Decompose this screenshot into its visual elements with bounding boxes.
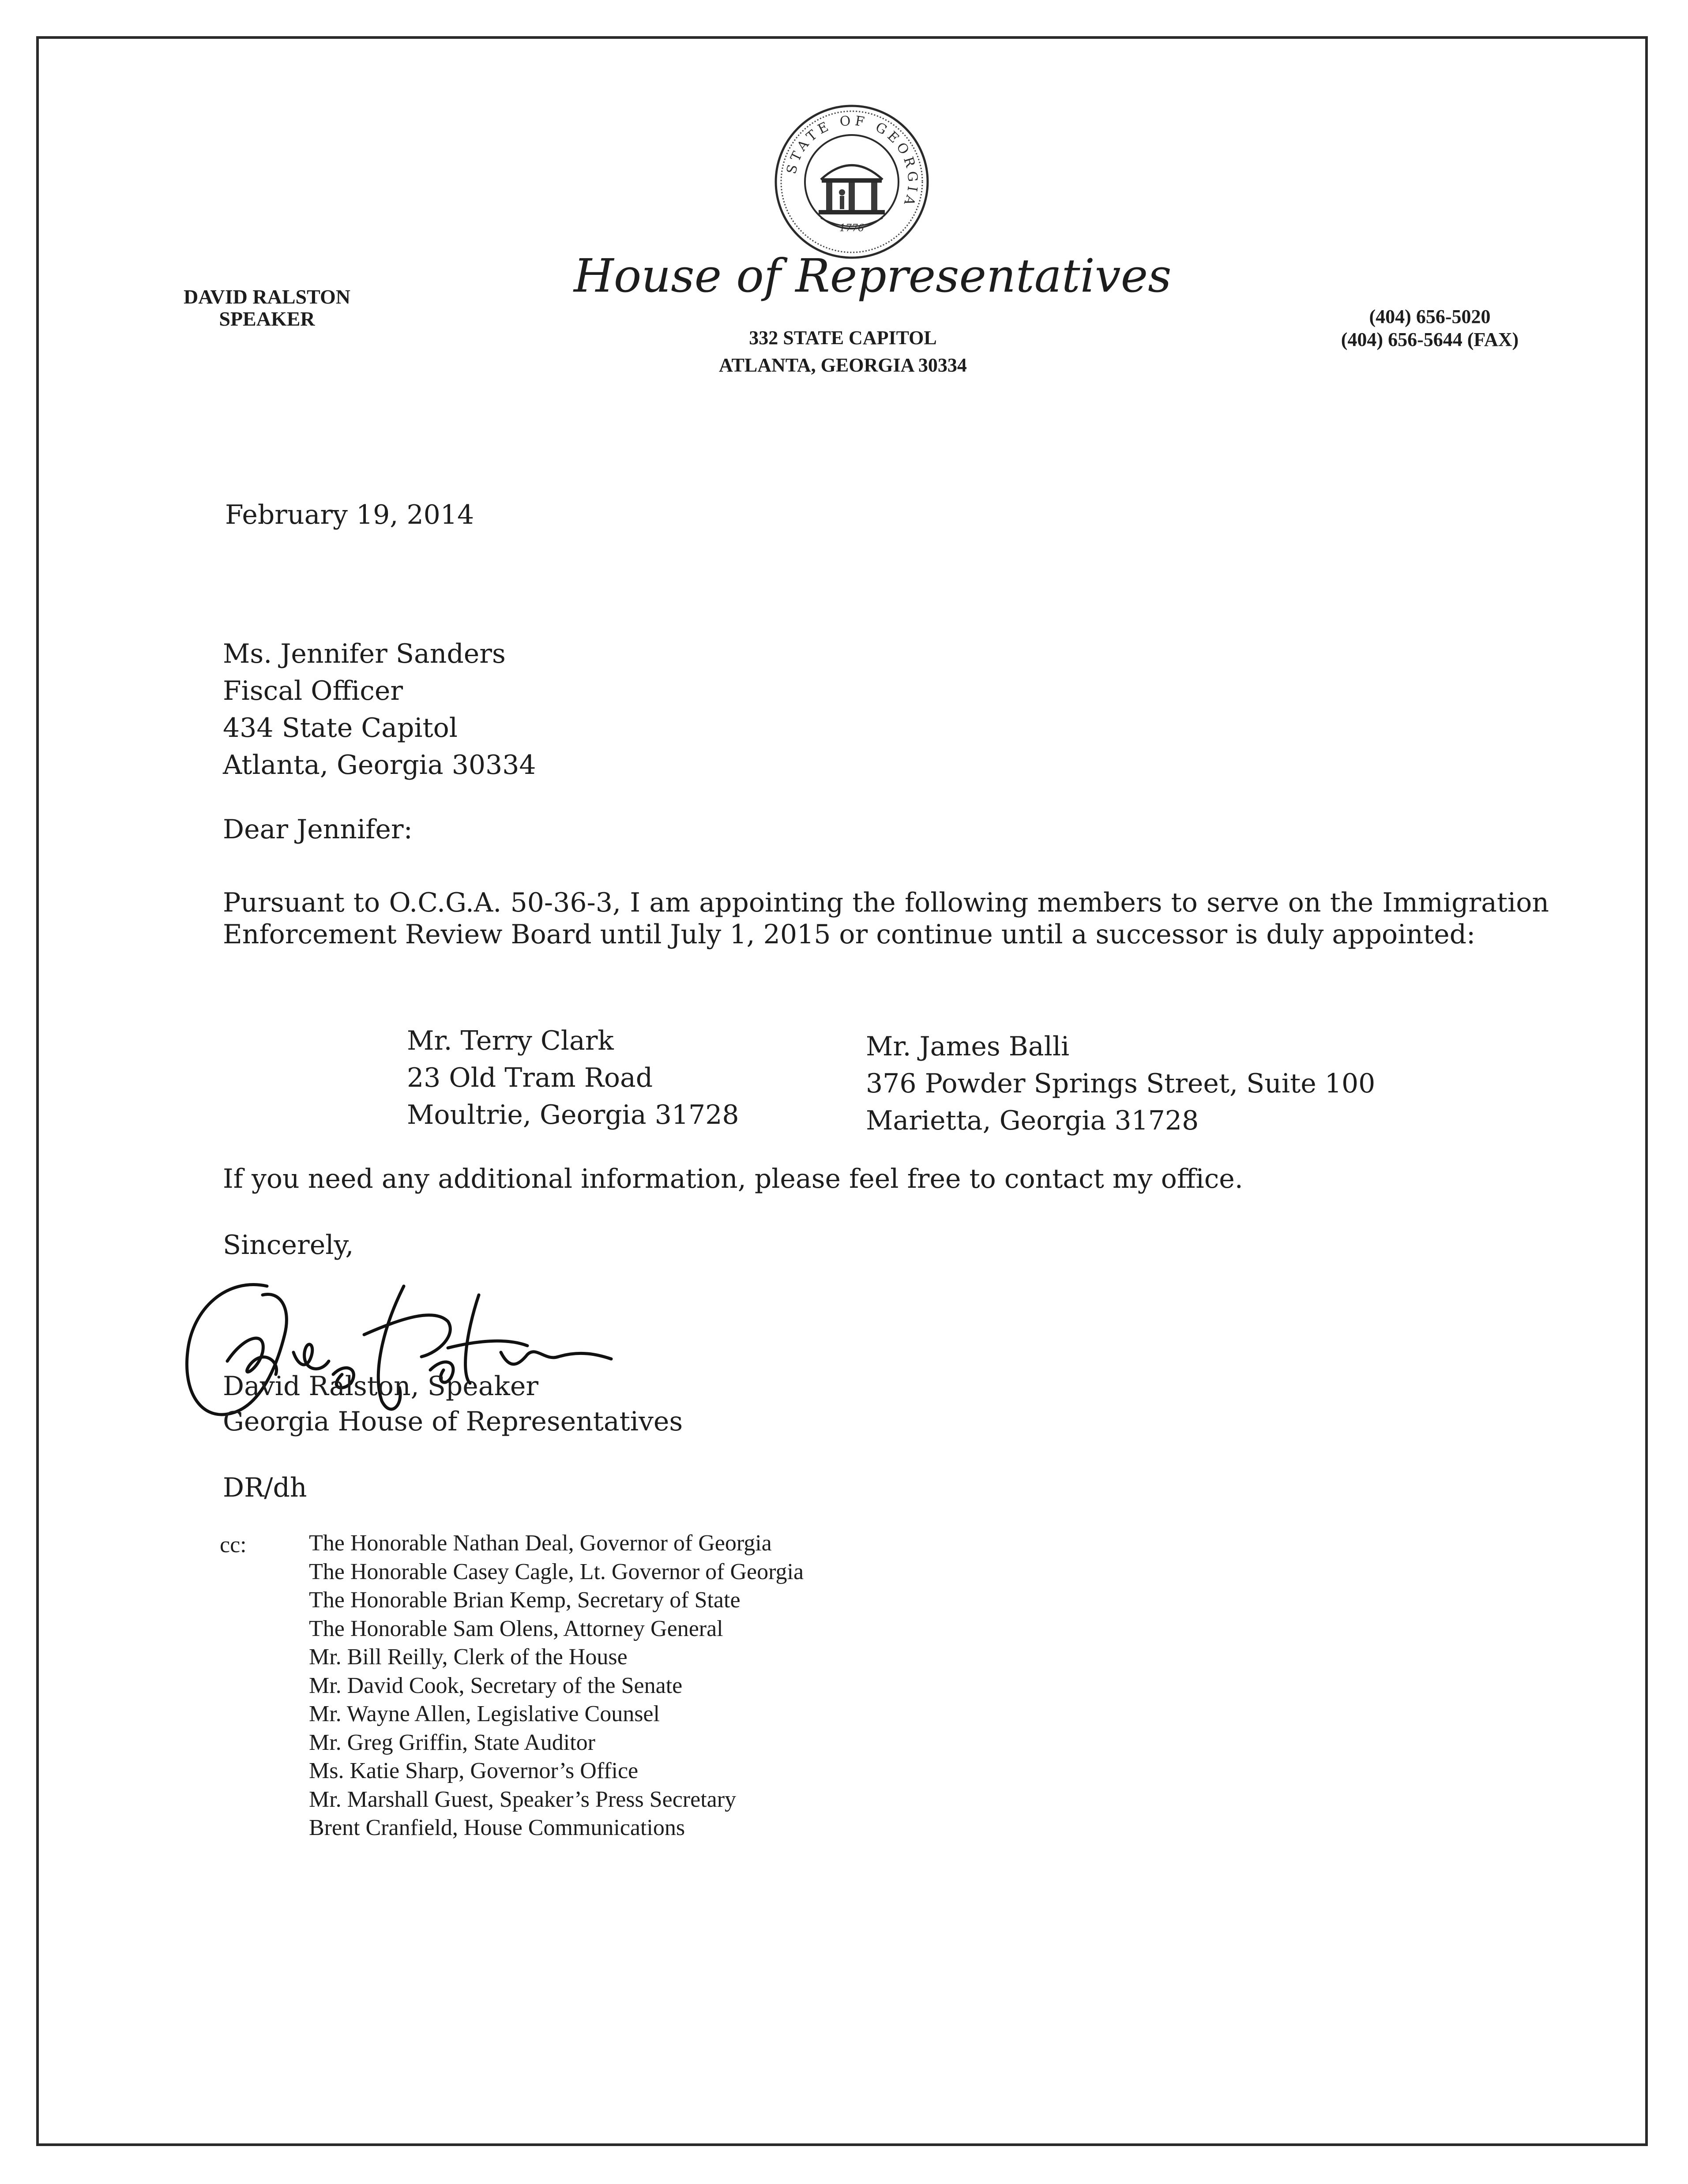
house-title: House of Representatives [574, 249, 1172, 303]
signer-organization: Georgia House of Representatives [223, 1406, 683, 1437]
contact-numbers [1275, 305, 1584, 351]
appointee-city: Moultrie, Georgia 31728 [407, 1100, 739, 1130]
salutation: Dear Jennifer: [223, 814, 413, 845]
cc-entry: Mr. David Cook, Secretary of the Senate [309, 1673, 683, 1698]
appointee-block [866, 1028, 1375, 1139]
appointee-name: Mr. Terry Clark [407, 1025, 614, 1056]
speaker-title: SPEAKER [219, 308, 315, 330]
appointee-street: 23 Old Tram Road [407, 1062, 653, 1093]
appointee-name: Mr. James Balli [866, 1031, 1070, 1062]
appointee-street: 376 Powder Springs Street, Suite 100 [866, 1068, 1376, 1099]
cc-entry: The Honorable Nathan Deal, Governor of Georgia [309, 1531, 772, 1556]
address-line-1: 332 STATE CAPITOL [749, 327, 937, 349]
cc-entry: Ms. Katie Sharp, Governor’s Office [309, 1758, 639, 1783]
recipient-city: Atlanta, Georgia 30334 [223, 750, 536, 781]
recipient-name: Ms. Jennifer Sanders [223, 638, 506, 669]
signer-name: David Ralston, Speaker [223, 1371, 539, 1402]
speaker-block [157, 286, 377, 330]
cc-list [309, 1529, 804, 1843]
cc-entry: Mr. Marshall Guest, Speaker’s Press Secretary [309, 1786, 737, 1812]
cc-entry: The Honorable Brian Kemp, Secretary of State [309, 1587, 741, 1613]
seal-ring-text: STATE OF GEORGIA [783, 113, 921, 211]
appointee-city: Marietta, Georgia 31728 [866, 1105, 1199, 1136]
appointee-block [407, 1022, 739, 1133]
phone-number: (404) 656-5020 [1369, 306, 1491, 327]
seal-year: 1776 [839, 223, 864, 234]
address-line-2: ATLANTA, GEORGIA 30334 [719, 354, 967, 376]
recipient-address [223, 635, 536, 784]
letterhead-address [675, 324, 1011, 379]
letter-date: February 19, 2014 [225, 499, 474, 530]
appointment-paragraph: Pursuant to O.C.G.A. 50-36-3, I am appointing the following members to serve on the Immigration Enforcement Review Board until July 1, 2015 or continue until a successor is duly appointed: [223, 887, 1549, 950]
cc-entry: Mr. Wayne Allen, Legislative Counsel [309, 1701, 660, 1726]
cc-entry: Brent Cranfield, House Communications [309, 1815, 685, 1840]
cc-entry: Mr. Greg Griffin, State Auditor [309, 1730, 595, 1755]
cc-entry: The Honorable Casey Cagle, Lt. Governor of Georgia [309, 1559, 804, 1584]
speaker-name: DAVID RALSTON [184, 285, 350, 308]
recipient-title: Fiscal Officer [223, 675, 403, 706]
closing-paragraph: If you need any additional information, please feel free to contact my office. [223, 1163, 1243, 1194]
fax-number: (404) 656-5644 (FAX) [1341, 329, 1519, 350]
cc-entry: The Honorable Sam Olens, Attorney General [309, 1616, 723, 1641]
cc-label: cc: [220, 1532, 247, 1557]
closing: Sincerely, [223, 1230, 354, 1261]
reference-initials: DR/dh [223, 1472, 307, 1503]
signer-block [223, 1368, 683, 1438]
state-seal-icon [772, 102, 931, 261]
cc-entry: Mr. Bill Reilly, Clerk of the House [309, 1644, 628, 1670]
recipient-street: 434 State Capitol [223, 713, 458, 743]
